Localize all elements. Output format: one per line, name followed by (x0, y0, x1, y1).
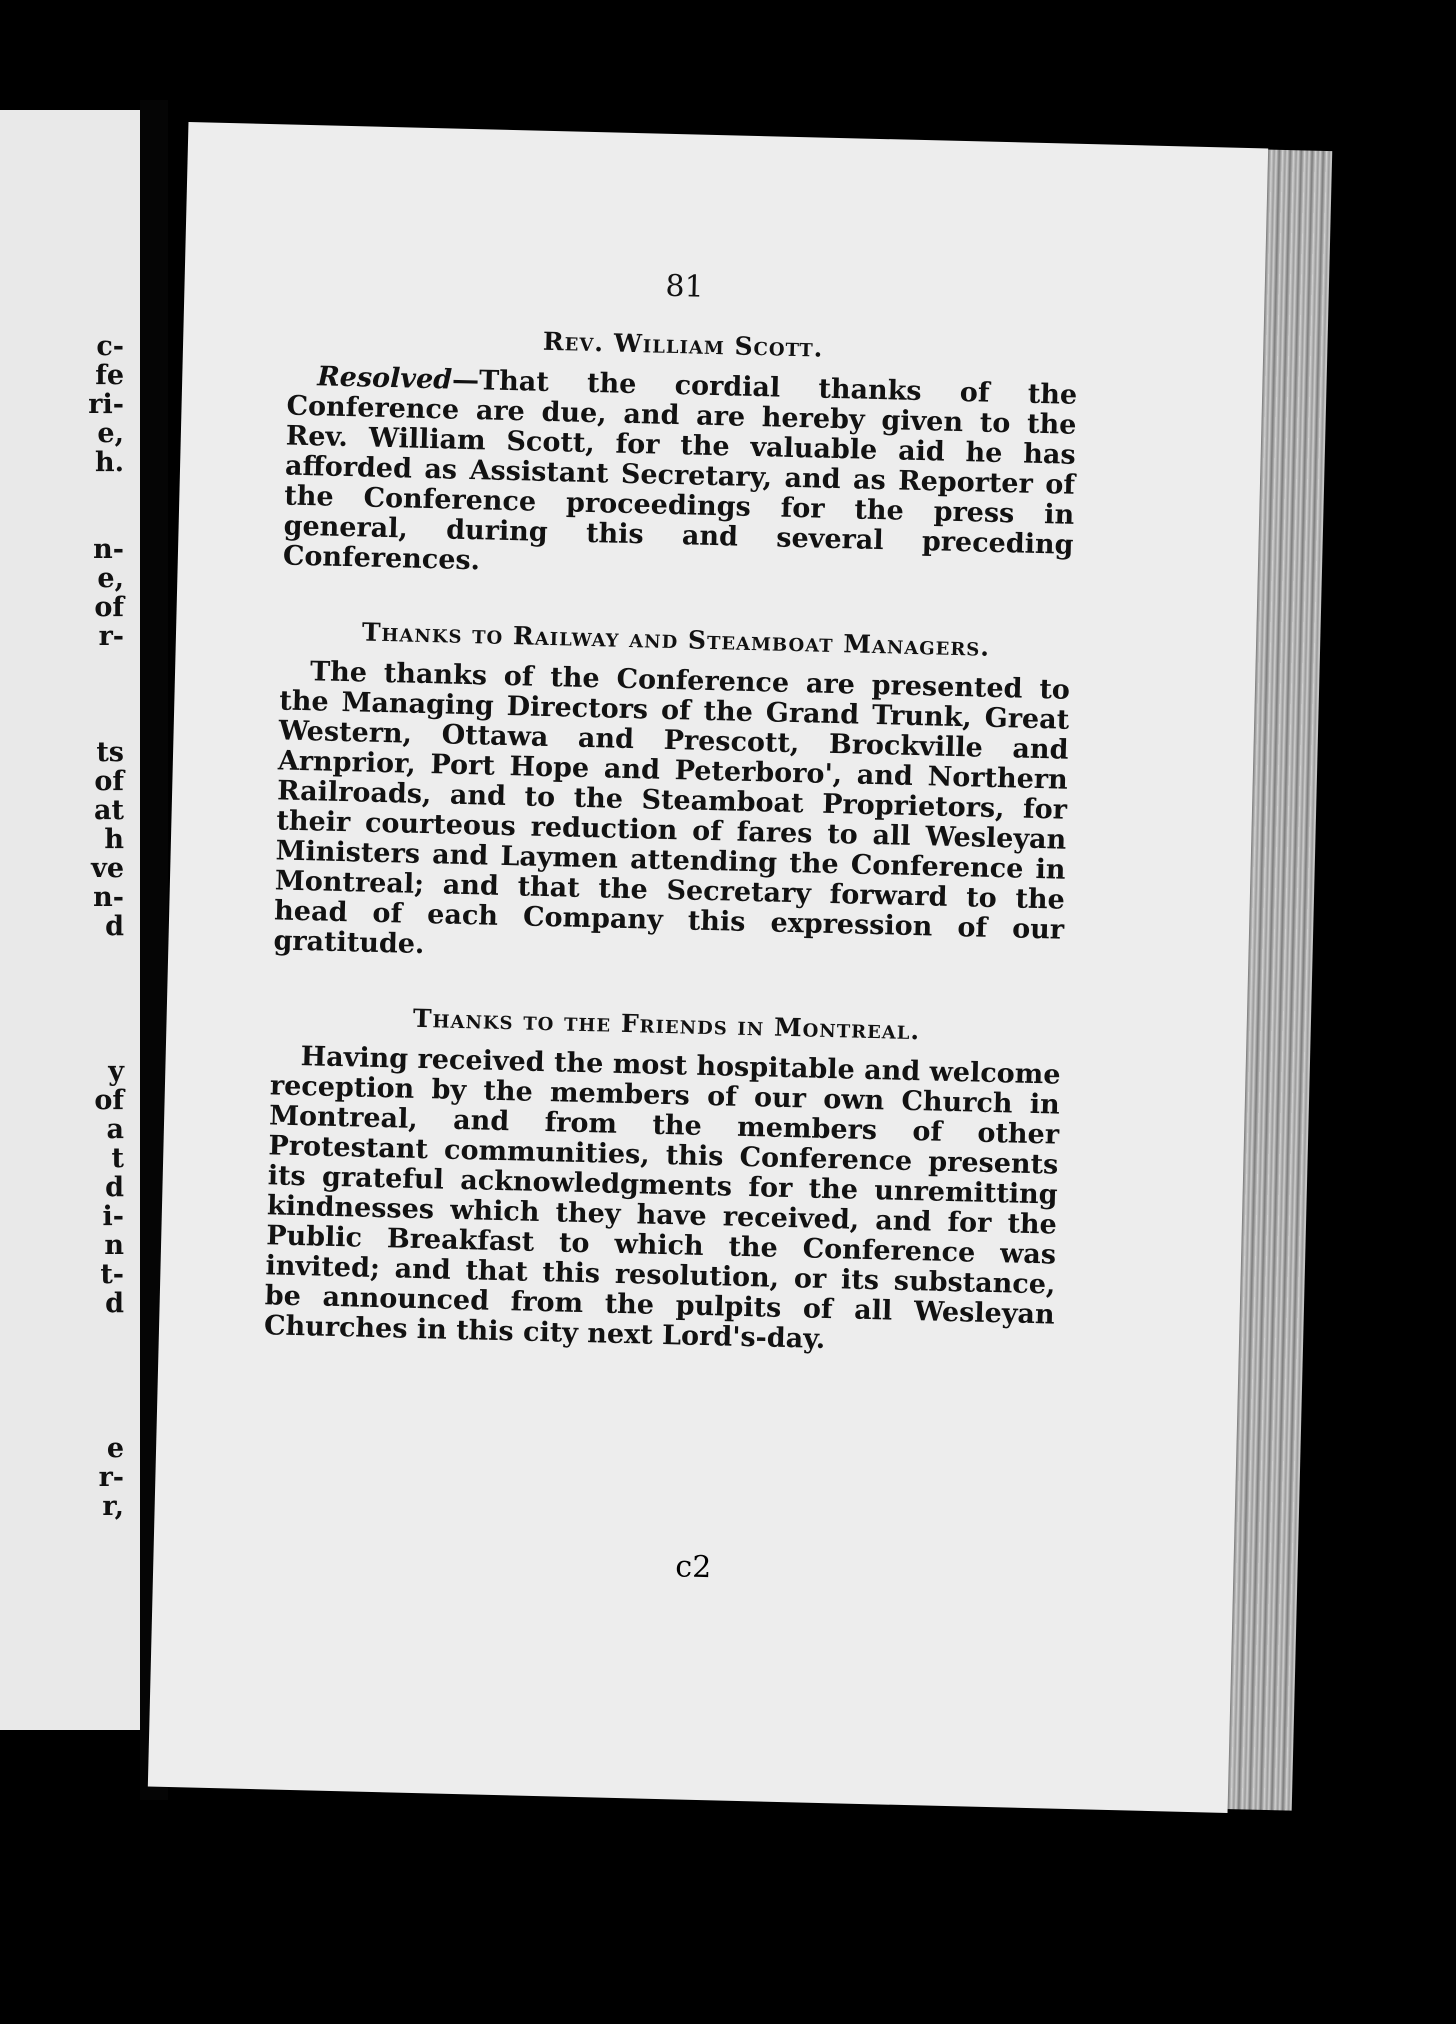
previous-page-fragment (0, 709, 140, 738)
previous-page-fragment: ve (91, 853, 124, 884)
resolved-lead: Resolved (316, 361, 453, 396)
previous-page-fragment: r- (98, 621, 124, 652)
previous-page-fragment: e, (97, 418, 124, 449)
previous-page-fragment (0, 1318, 140, 1347)
previous-page-fragment: t (111, 1143, 124, 1174)
previous-page-fragment: d (105, 1172, 124, 1203)
previous-page-fragment (0, 651, 140, 680)
previous-page-fragment: r, (102, 1491, 124, 1522)
previous-page-fragment: t- (100, 1259, 124, 1290)
section-heading-william-scott: Rev. William Scott. (542, 326, 824, 363)
previous-page-fragment (0, 1405, 140, 1434)
section-heading-railway-managers: Thanks to Railway and Steamboat Managers. (361, 617, 991, 662)
printer-signature-mark: c2 (674, 1549, 712, 1586)
previous-page-fragment (0, 941, 140, 970)
previous-page-fragment (0, 1347, 140, 1376)
page-number: 81 (665, 268, 705, 305)
previous-page-fragment: ts (96, 737, 124, 768)
previous-page-fragment: n- (93, 534, 124, 565)
previous-page-fragment: r- (98, 1462, 124, 1493)
section-text-friends-montreal: Having received the most hospitable and welcome reception by the members of our own Church in Montreal, and from the members of other Protestant communities, this Conference presents its grateful acknowledgments for the unremitting kindnesses which they have received, and for the Public Breakfast to which the Conference was invited; and that this resolution, or its substance, be announced from the pulpits of all Wesleyan Churches in this city next Lord's-day. (263, 1041, 1061, 1355)
previous-page-fragment (0, 999, 140, 1028)
previous-page-fragment: of (94, 766, 124, 797)
previous-page-fragment: h (104, 824, 124, 855)
previous-page-fragment: fe (95, 360, 124, 391)
book-page (148, 122, 1268, 1813)
section-heading-friends-montreal: Thanks to the Friends in Montreal. (412, 1003, 921, 1046)
previous-page-fragment: n- (93, 882, 124, 913)
previous-page-fragment: c- (96, 331, 124, 362)
previous-page-fragment: of (94, 1085, 124, 1116)
previous-page-fragment: at (94, 795, 124, 826)
previous-page-fragment (0, 1376, 140, 1405)
previous-page-fragment (0, 1028, 140, 1057)
previous-page-fragment: y (108, 1056, 124, 1087)
previous-page-fragment (0, 970, 140, 999)
previous-page-fragment: n (104, 1230, 124, 1261)
resolved-body: —That the cordial thanks of the Conference are due, and are hereby given to the Rev. William Scott, for the valuable aid he has afforded as Assistant Secretary, and as Reporter of the Conference proceedings for the press in general, during this and several preceding Conferences. (282, 364, 1078, 577)
previous-page-fragment: ri- (88, 389, 124, 420)
previous-page-fragment: d (105, 1288, 124, 1319)
previous-page-text (0, 332, 140, 1521)
page-content (263, 260, 1080, 1405)
previous-page-fragment: of (94, 592, 124, 623)
previous-page-fragment: h. (94, 447, 124, 478)
previous-page-fragment (0, 477, 140, 506)
section-text-railway-managers: The thanks of the Conference are presented to the Managing Directors of the Grand Trunk, Great Western, Ottawa and Prescott, Brockville and Arnprior, Port Hope and Peterboro', and Northern Railroads, and to the Steamboat Proprietors, for their courteous reduction of fares to all Wesleyan Ministers and Laymen attending the Conference in Montreal; and that the Secretary forward to the head of each Company this expression of our gratitude. (273, 656, 1071, 961)
previous-page-fragment: a (106, 1114, 124, 1145)
previous-page-fragment (0, 680, 140, 709)
previous-page-fragment: i- (102, 1201, 124, 1232)
section-text-william-scott (283, 362, 1078, 591)
previous-page-fragment: e (106, 1433, 124, 1464)
previous-page (0, 110, 140, 1730)
previous-page-fragment: e, (97, 563, 124, 594)
previous-page-fragment (0, 506, 140, 535)
previous-page-fragment: d (105, 911, 124, 942)
